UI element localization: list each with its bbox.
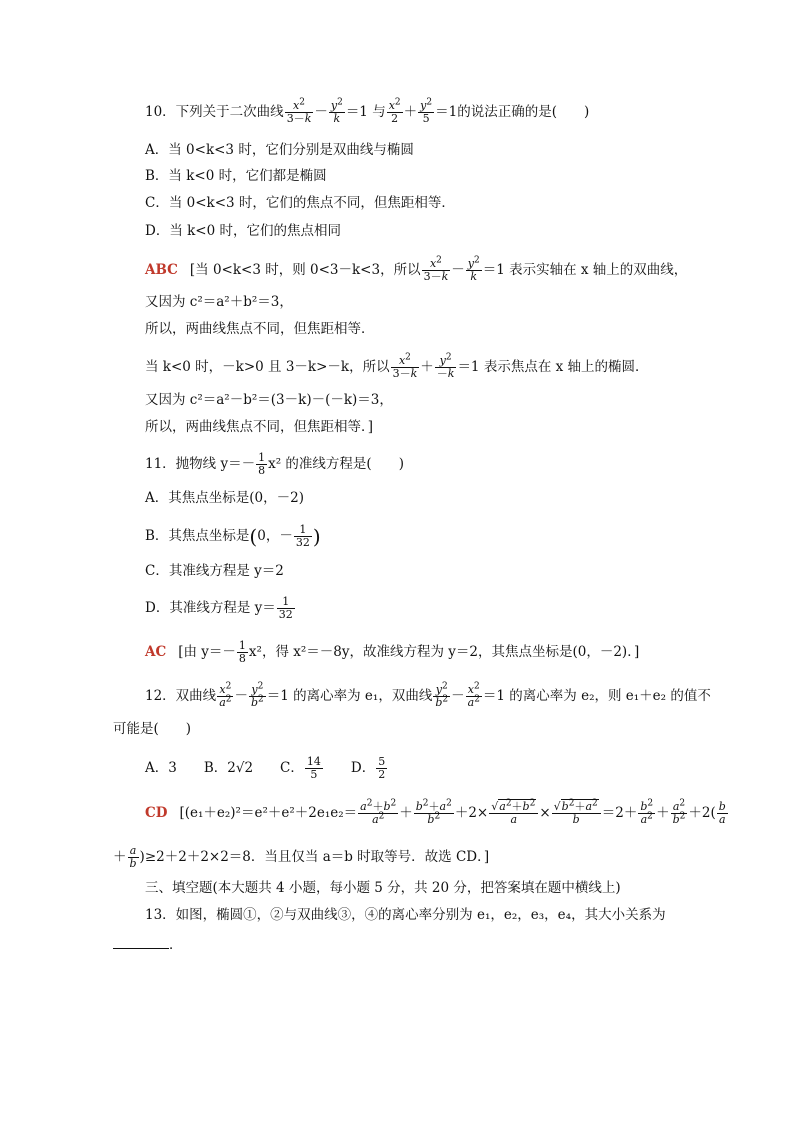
q11-option-b: B．其焦点坐标是(0，－ $\frac{1}{32}$ ) (145, 523, 321, 549)
fraction: $\frac{a^2+b^2}{a^2}$ (360, 798, 397, 826)
fraction: $\frac{x^2}{a^2}$ (467, 681, 480, 709)
fraction: $\frac{y^2}{b^2}$ (435, 681, 449, 709)
q10-option-c: C．当 0<k<3 时，它们的焦点不同，但焦距相等． (145, 195, 455, 211)
q12-stem-cont: 可能是( ) (113, 721, 192, 737)
answer-label: CD (145, 805, 168, 821)
fraction: $\frac{14}{5}$ (306, 755, 321, 781)
q11-solution: AC [由 y＝－ $\frac{1}{8}$ x²，得 x²＝－8y，故准线方程为 y＝2，其焦点坐标是(0，－2)．] (145, 639, 640, 665)
q12-solution-line-2: ＋ $\frac{a}{b}$ )≥2＋2＋2×2＝8．当且仅当 a＝b 时取等号．故选 CD．] (113, 844, 490, 870)
q12-stem: 12．双曲线 $\frac{x^2}{a^2}$ － $\frac{y^2}{b^2}$ ＝1 的离心率为 e₁，双曲线 $\frac{y^2}{b^2}$ － $\frac{x^2}{a^2}$ ＝1 的离心率为 e₂，则 e₁＋e₂ 的值不 (145, 681, 711, 709)
fraction: $\frac{a}{b}$ (129, 844, 137, 870)
fraction: $\frac{y^2}{5}$ (420, 97, 433, 125)
fraction: $\frac{b^2+a^2}{b^2}$ (415, 798, 452, 826)
fraction: $\frac{y^2}{-k}$ (436, 352, 455, 380)
q10-option-a: A．当 0<k<3 时，它们分别是双曲线与椭圆 (145, 142, 414, 158)
q11-stem: 11．抛物线 y＝－ $\frac{1}{8}$ x² 的准线方程是( ) (145, 451, 404, 477)
q10-stem: 10．下列关于二次曲线 $\frac{x^2}{3-k}$ － $\frac{y^2}{k}$ ＝1 与 $\frac{x^2}{2}$ ＋ $\frac{y^2}{5}$ ＝1的说法正确的是( ) (145, 97, 590, 125)
fraction: $\frac{a^2}{b^2}$ (672, 798, 686, 826)
q11-option-c: C．其准线方程是 y＝2 (145, 563, 284, 579)
fraction: $\frac{y^2}{k}$ (467, 255, 480, 283)
fraction: $\frac{1}{32}$ (295, 523, 310, 549)
section-title: 三、填空题(本大题共 4 小题，每小题 5 分，共 20 分，把答案填在题中横线上) (145, 880, 621, 896)
fraction: $\frac{x^2}{a^2}$ (219, 681, 232, 709)
q10-option-b: B．当 k<0 时，它们都是椭圆 (145, 168, 327, 184)
fraction: $\frac{x^2}{2}$ (388, 97, 401, 125)
q11-option-d: D．其准线方程是 y＝ $\frac{1}{32}$ (145, 595, 293, 621)
q11-option-a: A．其焦点坐标是(0，－2) (145, 490, 304, 506)
answer-blank[interactable] (113, 948, 169, 949)
q10-solution-line-1: ABC [当 0<k<3 时，则 0<3－k<3，所以 $\frac{x^2}{3-k}$ － $\frac{y^2}{k}$ ＝1 表示实轴在 x 轴上的双曲线， (145, 255, 688, 283)
fraction: $\frac{1}{8}$ (238, 639, 246, 665)
q12-options: A．3 B．2√2 C． $\frac{14}{5}$ D． $\frac{5}{2}$ (145, 755, 386, 781)
fraction: $\frac{b^2}{a^2}$ (640, 798, 654, 826)
fraction: $\frac{b}{a}$ (718, 800, 726, 826)
q10-solution-line-5: 又因为 c²＝a²－b²＝(3－k)－(－k)＝3， (145, 392, 393, 408)
fraction: $\frac{√a^2+b^2}{a}$ (489, 801, 538, 826)
fraction: $\frac{5}{2}$ (378, 755, 386, 781)
q10-option-d: D．当 k<0 时，它们的焦点相同 (145, 223, 341, 239)
q13-stem: 13．如图，椭圆①，②与双曲线③，④的离心率分别为 e₁，e₂，e₃，e₄，其大小关系为 (145, 907, 666, 923)
q10-solution-line-2: 又因为 c²＝a²＋b²＝3， (145, 294, 293, 310)
fraction: $\frac{y^2}{b^2}$ (250, 681, 264, 709)
q13-answer-line: ． (113, 936, 183, 954)
answer-label: AC (145, 644, 167, 660)
fraction: $\frac{x^2}{3-k}$ (423, 255, 449, 283)
fraction: $\frac{x^2}{3-k}$ (392, 352, 418, 380)
fraction: $\frac{y^2}{k}$ (330, 97, 343, 125)
answer-label: ABC (145, 262, 178, 278)
q10-solution-line-6: 所以，两曲线焦点不同，但焦距相等．] (145, 419, 374, 435)
q12-solution-line-1: CD [(e₁＋e₂)²＝e²＋e²＋2e₁e₂＝ $\frac{a^2+b^2}{a^2}$ ＋ $\frac{b^2+a^2}{b^2}$ ＋2× $\frac{√a^2+b^2}{a}$ × $\frac{√b^2+a^2}{b}$ ＝2＋ $\frac{b^2}{a^2}$ ＋ $\frac{a^2}{b^2}$ ＋2( $\frac{b}{a}$ (145, 798, 726, 826)
fraction: $\frac{√b^2+a^2}{b}$ (552, 801, 601, 826)
fraction: $\frac{x^2}{3-k}$ (286, 97, 312, 125)
fraction: $\frac{1}{32}$ (278, 595, 293, 621)
q10-solution-line-3: 所以，两曲线焦点不同，但焦距相等． (145, 321, 375, 337)
q10-solution-line-4: 当 k<0 时，－k>0 且 3－k>－k，所以 $\frac{x^2}{3-k}$ ＋ $\frac{y^2}{-k}$ ＝1 表示焦点在 x 轴上的椭圆． (145, 352, 649, 380)
fraction: $\frac{1}{8}$ (258, 451, 266, 477)
